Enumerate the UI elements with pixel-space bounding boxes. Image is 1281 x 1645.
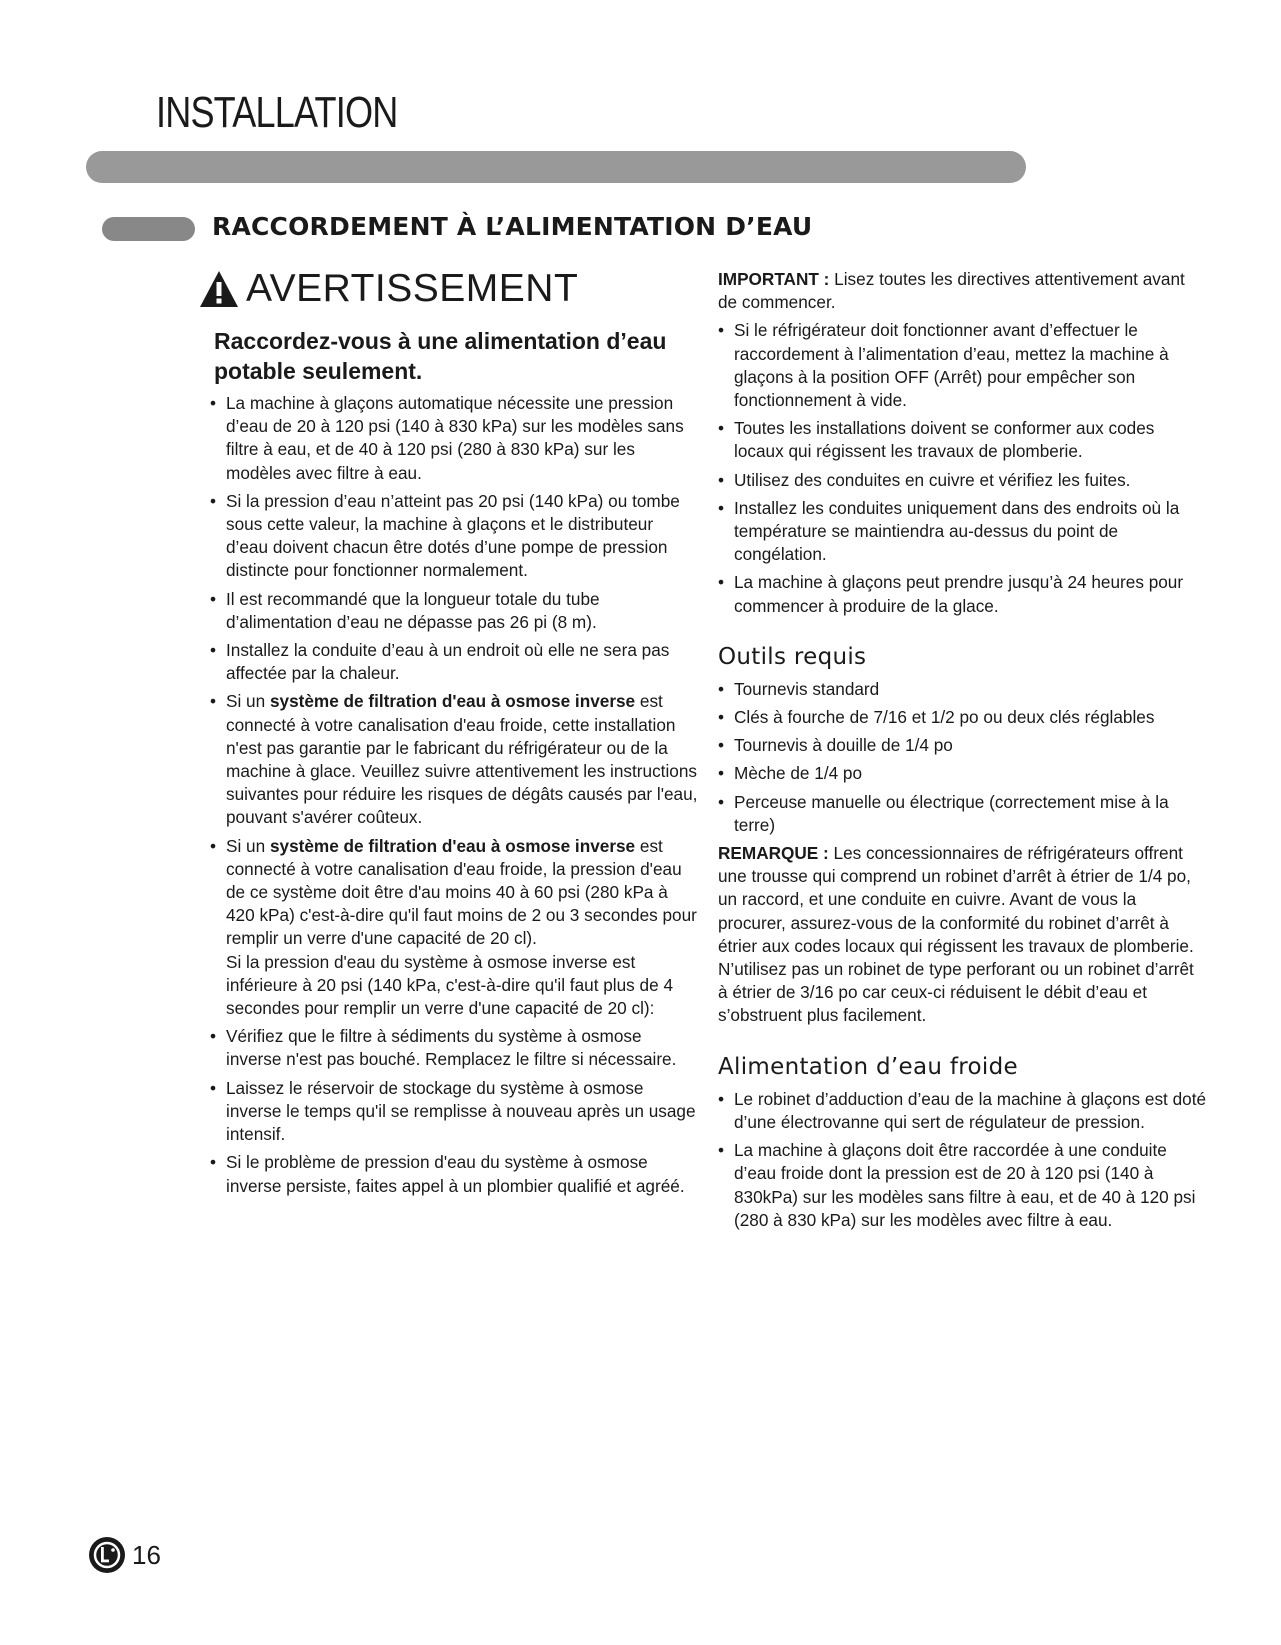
warning-list bbox=[210, 392, 698, 1198]
list-item: • Tournevis à douille de 1/4 po bbox=[718, 734, 1208, 757]
section-pill bbox=[102, 217, 195, 241]
ro-pre: Si un bbox=[226, 835, 270, 856]
page-number: 16 bbox=[132, 1540, 161, 1570]
list-item: • Laissez le réservoir de stockage du système à osmose inverse le temps qu'il se remplisse à nouveau après un usage intensif. bbox=[210, 1077, 698, 1147]
list-item: • Si le réfrigérateur doit fonctionner avant d’effectuer le raccordement à l’alimentation d’eau, mettez la machine à glaçons à la position OFF (Arrêt) pour empêcher son fonctionnement à vide. bbox=[718, 319, 1208, 412]
tools-list bbox=[718, 678, 1208, 837]
list-item: • Si la pression d’eau n’atteint pas 20 psi (140 kPa) ou tombe sous cette valeur, la machine à glaçons et le distributeur d’eau doivent chacun être dotés d’une pompe de pression distincte pour fonctionner normalement. bbox=[210, 490, 698, 583]
list-item: • Le robinet d’adduction d’eau de la machine à glaçons est doté d’une électrovanne qui sert de régulateur de pression. bbox=[718, 1088, 1208, 1134]
warning-title: AVERTISSEMENT bbox=[246, 267, 579, 310]
list-item: • Mèche de 1/4 po bbox=[718, 762, 1208, 785]
ro-bold: système de filtration d'eau à osmose inverse bbox=[269, 835, 636, 856]
important-note bbox=[718, 268, 1208, 314]
list-item bbox=[210, 690, 698, 829]
ro-extra: Si la pression d'eau du système à osmose inverse est inférieure à 20 psi (140 kPa, c'est-à-dire qu'il faut plus de 4 secondes pour remplir un verre d'une capacité de 20 cl): bbox=[226, 951, 674, 1019]
title-bar bbox=[86, 151, 1026, 183]
list-item: • Il est recommandé que la longueur totale du tube d’alimentation d’eau ne dépasse pas 26 pi (8 m). bbox=[210, 588, 698, 634]
warning-subtitle: Raccordez-vous à une alimentation d’eau potable seulement. bbox=[214, 328, 667, 384]
list-item: • Toutes les installations doivent se conformer aux codes locaux qui régissent les travaux de plomberie. bbox=[718, 417, 1208, 463]
remark-note bbox=[718, 842, 1208, 1028]
page-title: INSTALLATION bbox=[156, 88, 398, 137]
ro-pre: Si un bbox=[226, 691, 270, 712]
list-item bbox=[210, 835, 698, 1021]
warning-title-row bbox=[198, 264, 698, 314]
cold-water-list bbox=[718, 1088, 1208, 1232]
list-item: • La machine à glaçons automatique nécessite une pression d’eau de 20 à 120 psi (140 à 830 kPa) sur les modèles sans filtre à eau, et de 40 à 120 psi (280 à 830 kPa) sur les modèles avec filtre à eau. bbox=[210, 392, 698, 485]
warning-triangle-icon bbox=[198, 269, 240, 309]
important-text: Lisez toutes les directives attentivement avant de commencer. bbox=[718, 269, 1185, 313]
cold-water-heading: Alimentation d’eau froide bbox=[718, 1053, 1018, 1080]
list-item: • Installez les conduites uniquement dans des endroits où la température se maintiendra au-dessus du point de congélation. bbox=[718, 497, 1208, 567]
list-item: • Si le problème de pression d'eau du système à osmose inverse persiste, faites appel à un plombier qualifié et agréé. bbox=[210, 1151, 698, 1197]
remark-text: Les concessionnaires de réfrigérateurs offrent une trousse qui comprend un robinet d’arrêt à étrier de 1/4 po, un raccord, et une conduite en cuivre. Avant de vous la procurer, assurez-vous de la conformité du robinet d’arrêt à étrier aux codes locaux qui régissent les travaux de plomberie. N’utilisez pas un robinet de type perforant ou un robinet d’arrêt à étrier de 3/16 po car ceux-ci réduisent le débit d’eau et s’obstruent plus facilement. bbox=[718, 843, 1194, 1026]
important-list bbox=[718, 319, 1208, 617]
warning-column bbox=[198, 264, 698, 1203]
list-item: • Clés à fourche de 7/16 et 1/2 po ou deux clés réglables bbox=[718, 706, 1208, 729]
list-item: • Utilisez des conduites en cuivre et vérifiez les fuites. bbox=[718, 469, 1208, 492]
ro-post: est connecté à votre canalisation d'eau froide, la pression d'eau de ce système doit être d'au moins 40 à 60 psi (280 kPa à 420 kPa) c'est-à-dire qu'il faut moins de 2 ou 3 secondes pour remplir un verre d'une capacité de 20 cl). bbox=[226, 835, 697, 949]
list-item: • La machine à glaçons peut prendre jusqu’à 24 heures pour commencer à produire de la glace. bbox=[718, 571, 1208, 617]
list-item: • Perceuse manuelle ou électrique (correctement mise à la terre) bbox=[718, 791, 1208, 837]
important-label: IMPORTANT : bbox=[718, 269, 830, 289]
list-item: • Installez la conduite d’eau à un endroit où elle ne sera pas affectée par la chaleur. bbox=[210, 639, 698, 685]
ro-post: est connecté à votre canalisation d'eau froide, cette installation n'est pas garantie par le fabricant du réfrigérateur ou de la machine à glace. Veuillez suivre attentivement les instructions suivantes pour réduire les risques de dégâts causés par l'eau, pouvant s'avérer coûteux. bbox=[226, 691, 698, 828]
list-item: • Tournevis standard bbox=[718, 678, 1208, 701]
list-item: • La machine à glaçons doit être raccordée à une conduite d’eau froide dont la pression est de 20 à 120 psi (140 à 830kPa) sur les modèles sans filtre à eau, et de 40 à 120 psi (280 à 830 kPa) sur les modèles avec filtre à eau. bbox=[718, 1139, 1208, 1232]
section-heading: RACCORDEMENT À L’ALIMENTATION D’EAU bbox=[212, 212, 813, 241]
tools-heading: Outils requis bbox=[718, 643, 867, 670]
list-item: • Vérifiez que le filtre à sédiments du système à osmose inverse n'est pas bouché. Remplacez le filtre si nécessaire. bbox=[210, 1025, 698, 1071]
ro-bold: système de filtration d'eau à osmose inverse bbox=[269, 691, 636, 712]
remark-label: REMARQUE : bbox=[718, 843, 829, 864]
lg-logo-icon bbox=[88, 1536, 126, 1574]
instructions-column bbox=[718, 268, 1208, 1237]
